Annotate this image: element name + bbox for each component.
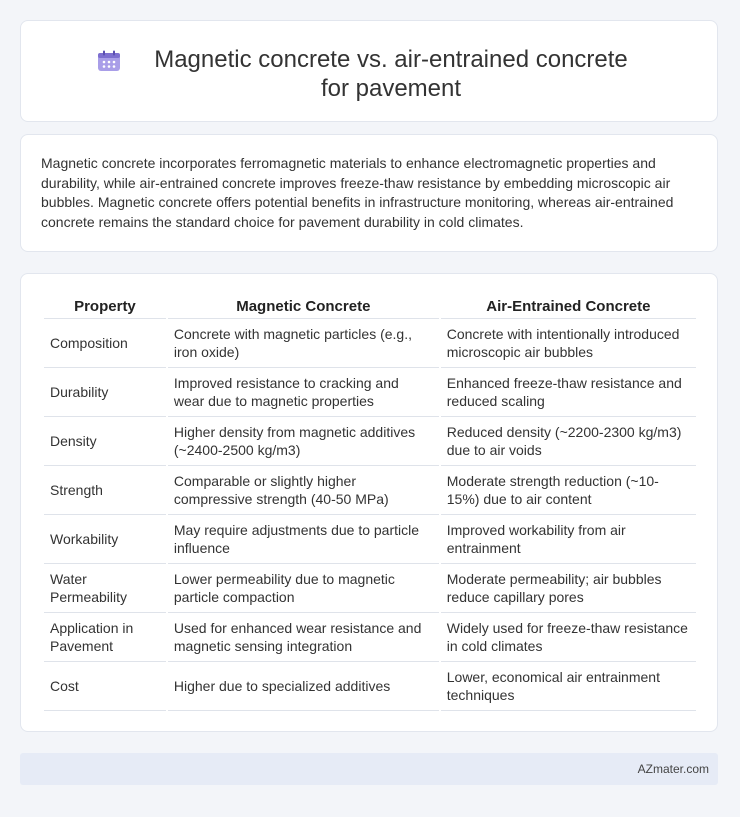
- magnetic-cell: Comparable or slightly higher compressive strength (40-50 MPa): [168, 466, 439, 515]
- property-cell: Composition: [44, 319, 166, 368]
- property-cell: Durability: [44, 368, 166, 417]
- calendar-icon: [97, 50, 121, 72]
- table-row: [44, 515, 696, 564]
- air-entrained-cell: Improved workability from air entrainment: [441, 515, 696, 564]
- magnetic-cell: Concrete with magnetic particles (e.g., iron oxide): [168, 319, 439, 368]
- property-cell: Density: [44, 417, 166, 466]
- table-row: [44, 417, 696, 466]
- table-row: [44, 466, 696, 515]
- property-cell: Water Permeability: [44, 564, 166, 613]
- air-entrained-cell: Moderate permeability; air bubbles reduce capillary pores: [441, 564, 696, 613]
- magnetic-cell: Higher due to specialized additives: [168, 662, 439, 711]
- air-entrained-cell: Widely used for freeze-thaw resistance in cold climates: [441, 613, 696, 662]
- table-row: [44, 564, 696, 613]
- magnetic-cell: Improved resistance to cracking and wear due to magnetic properties: [168, 368, 439, 417]
- table-header-row: [44, 295, 696, 319]
- header-air-entrained-concrete: Air-Entrained Concrete: [441, 295, 696, 319]
- table-row: [44, 368, 696, 417]
- air-entrained-cell: Moderate strength reduction (~10-15%) due to air content: [441, 466, 696, 515]
- property-cell: Application in Pavement: [44, 613, 166, 662]
- comparison-table-card: [20, 273, 718, 732]
- property-cell: Cost: [44, 662, 166, 711]
- title-card: [20, 20, 718, 122]
- magnetic-cell: Used for enhanced wear resistance and magnetic sensing integration: [168, 613, 439, 662]
- magnetic-cell: Lower permeability due to magnetic particle compaction: [168, 564, 439, 613]
- header-property: Property: [44, 295, 166, 319]
- comparison-table: [42, 295, 698, 711]
- magnetic-cell: May require adjustments due to particle influence: [168, 515, 439, 564]
- air-entrained-cell: Enhanced freeze-thaw resistance and reduced scaling: [441, 368, 696, 417]
- intro-paragraph: Magnetic concrete incorporates ferromagnetic materials to enhance electromagnetic properties and durability, while air-entrained concrete improves freeze-thaw resistance by embedding microscopic air bubbles. Magnetic concrete offers potential benefits in infrastructure monitoring, whereas air-entrained concrete remains the standard choice for pavement durability in cold climates.: [41, 155, 674, 230]
- header-magnetic-concrete: Magnetic Concrete: [168, 295, 439, 319]
- page-title: Magnetic concrete vs. air-entrained concrete for pavement: [154, 46, 628, 102]
- table-row: [44, 662, 696, 711]
- intro-card: [20, 134, 718, 252]
- air-entrained-cell: Concrete with intentionally introduced microscopic air bubbles: [441, 319, 696, 368]
- air-entrained-cell: Reduced density (~2200-2300 kg/m3) due to air voids: [441, 417, 696, 466]
- footer-brand[interactable]: AZmater.com: [637, 762, 709, 776]
- footer-bar: [20, 753, 718, 785]
- property-cell: Strength: [44, 466, 166, 515]
- property-cell: Workability: [44, 515, 166, 564]
- air-entrained-cell: Lower, economical air entrainment techniques: [441, 662, 696, 711]
- table-row: [44, 613, 696, 662]
- magnetic-cell: Higher density from magnetic additives (~2400-2500 kg/m3): [168, 417, 439, 466]
- table-row: [44, 319, 696, 368]
